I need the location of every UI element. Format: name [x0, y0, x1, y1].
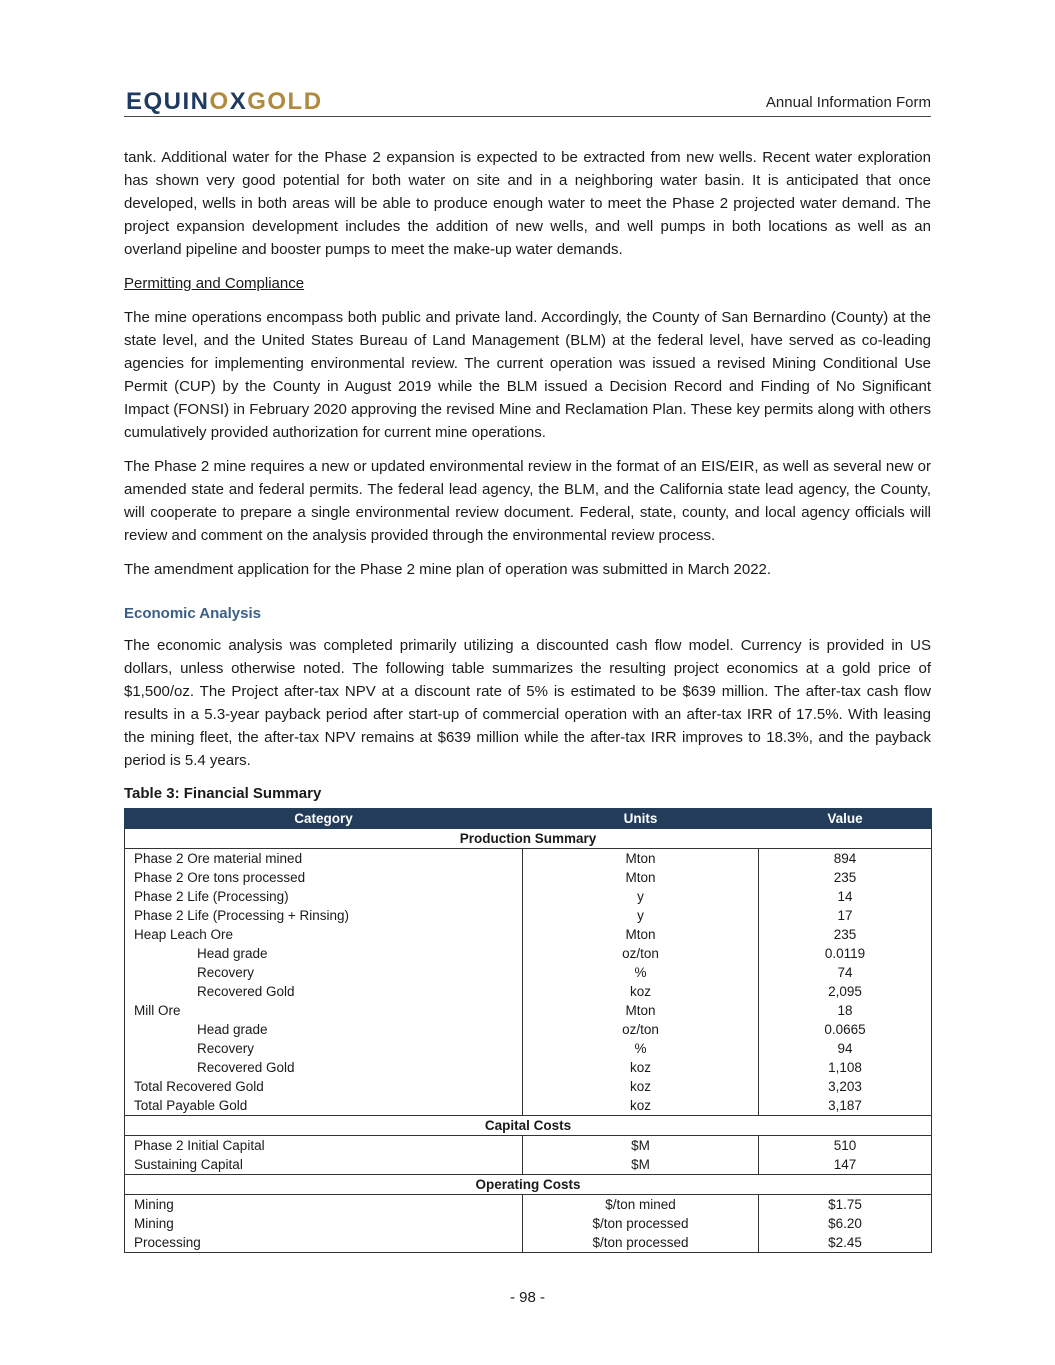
table-row	[125, 1195, 932, 1215]
table-group-label: Operating Costs	[125, 1175, 932, 1195]
table-cell-category: Phase 2 Ore tons processed	[125, 868, 523, 887]
table-cell-units: koz	[523, 982, 759, 1001]
table-cell-category: Head grade	[125, 944, 523, 963]
table-cell-units: oz/ton	[523, 944, 759, 963]
table-row	[125, 1136, 932, 1156]
table-cell-category: Heap Leach Ore	[125, 925, 523, 944]
paragraph-permitting-2: The Phase 2 mine requires a new or updated environmental review in the format of an EIS/EIR, as well as several new or amended state and federal permits. The federal lead agency, the BLM, and the California state lead agency, the County, will cooperate to prepare a single environmental review document. Federal, state, county, and local agency officials will review and comment on the analysis provided through the environmental review process.	[124, 458, 931, 544]
table-cell-category: Recovered Gold	[125, 982, 523, 1001]
paragraph-economic-1: The economic analysis was completed primarily utilizing a discounted cash flow model. Currency is provided in US dollars, unless otherwise noted. The following table summarizes the resulting project economics at a gold price of $1,500/oz. The Project after-tax NPV at a discount rate of 5% is estimated to be $639 million. The after-tax cash flow results in a 5.3-year payback period after start-up of commercial operation with an after-tax IRR of 17.5%. With leasing the mining fleet, the after-tax NPV remains at $639 million while the after-tax IRR improves to 18.3%, and the payback period is 5.4 years.	[124, 637, 931, 769]
table-cell-value: 235	[759, 925, 932, 944]
logo-text-x: X	[229, 88, 248, 115]
table-cell-category: Recovery	[125, 963, 523, 982]
table-cell-value: 3,203	[759, 1077, 932, 1096]
table-cell-category: Phase 2 Life (Processing + Rinsing)	[125, 906, 523, 925]
table-cell-category: Total Recovered Gold	[125, 1077, 523, 1096]
table-cell-value: 894	[759, 849, 932, 869]
table-cell-value: 74	[759, 963, 932, 982]
column-header-units: Units	[523, 809, 759, 829]
table-cell-value: 18	[759, 1001, 932, 1020]
table-group-row	[125, 829, 932, 849]
table-row	[125, 1155, 932, 1175]
table-row	[125, 982, 932, 1001]
table-cell-value: $6.20	[759, 1214, 932, 1233]
table-cell-units: $/ton mined	[523, 1195, 759, 1215]
table-cell-units: %	[523, 963, 759, 982]
table-row	[125, 1214, 932, 1233]
paragraph-water: tank. Additional water for the Phase 2 expansion is expected to be extracted from new wells. Recent water exploration has shown very good potential for both water on site and in a neighboring water basin. It is anticipated that once developed, wells in both areas will be able to produce enough water to meet the Phase 2 projected water demand. The project expansion development includes the addition of new wells, and well pumps in both locations as well as an overland pipeline and booster pumps to meet the make-up water demands.	[124, 149, 931, 258]
table-cell-units: $/ton processed	[523, 1233, 759, 1253]
table-cell-category: Mining	[125, 1195, 523, 1215]
table-cell-units: $/ton processed	[523, 1214, 759, 1233]
table-group-label: Production Summary	[125, 829, 932, 849]
table-cell-category: Sustaining Capital	[125, 1155, 523, 1175]
table-cell-units: %	[523, 1039, 759, 1058]
table-cell-units: oz/ton	[523, 1020, 759, 1039]
economic-analysis-heading: Economic Analysis	[124, 605, 261, 622]
table-cell-units: Mton	[523, 868, 759, 887]
table-cell-value: 2,095	[759, 982, 932, 1001]
column-header-category: Category	[125, 809, 523, 829]
table-cell-value: 94	[759, 1039, 932, 1058]
financial-summary-table	[124, 808, 932, 1253]
table-cell-category: Total Payable Gold	[125, 1096, 523, 1116]
table-row	[125, 1020, 932, 1039]
table-header-row	[125, 809, 932, 829]
table-cell-category: Mining	[125, 1214, 523, 1233]
table-cell-units: koz	[523, 1058, 759, 1077]
table-cell-category: Head grade	[125, 1020, 523, 1039]
table-cell-value: 147	[759, 1155, 932, 1175]
equinox-gold-logo	[126, 89, 323, 115]
table-row	[125, 906, 932, 925]
table-caption: Table 3: Financial Summary	[124, 785, 322, 802]
page-content	[124, 146, 931, 1253]
table-cell-category: Phase 2 Life (Processing)	[125, 887, 523, 906]
table-row	[125, 944, 932, 963]
table-row	[125, 1058, 932, 1077]
table-cell-value: 0.0119	[759, 944, 932, 963]
table-cell-units: y	[523, 887, 759, 906]
table-group-label: Capital Costs	[125, 1116, 932, 1136]
table-row	[125, 887, 932, 906]
table-row	[125, 1096, 932, 1116]
table-cell-value: 0.0665	[759, 1020, 932, 1039]
logo-text-gold: GOLD	[247, 88, 323, 115]
page-header	[124, 88, 931, 117]
table-row	[125, 849, 932, 869]
table-cell-units: $M	[523, 1136, 759, 1156]
table-cell-units: y	[523, 906, 759, 925]
table-row	[125, 925, 932, 944]
table-cell-category: Recovery	[125, 1039, 523, 1058]
table-group-row	[125, 1175, 932, 1195]
table-cell-category: Processing	[125, 1233, 523, 1253]
permitting-heading: Permitting and Compliance	[124, 275, 305, 292]
table-cell-category: Phase 2 Initial Capital	[125, 1136, 523, 1156]
table-cell-category: Mill Ore	[125, 1001, 523, 1020]
table-cell-value: 235	[759, 868, 932, 887]
column-header-value: Value	[759, 809, 932, 829]
table-row	[125, 1077, 932, 1096]
logo-text-equin: EQUIN	[126, 88, 210, 115]
table-body	[125, 829, 932, 1253]
table-row	[125, 1001, 932, 1020]
table-cell-value: $1.75	[759, 1195, 932, 1215]
table-cell-value: 17	[759, 906, 932, 925]
page-number: - 98 -	[509, 1289, 545, 1306]
table-cell-value: 14	[759, 887, 932, 906]
table-cell-units: $M	[523, 1155, 759, 1175]
table-row	[125, 1039, 932, 1058]
table-row	[125, 1233, 932, 1253]
table-cell-value: 510	[759, 1136, 932, 1156]
table-cell-category: Phase 2 Ore material mined	[125, 849, 523, 869]
logo-text-o: O	[209, 88, 230, 115]
paragraph-permitting-1: The mine operations encompass both public and private land. Accordingly, the County of San Bernardino (County) at the state level, and the United States Bureau of Land Management (BLM) at the federal level, have served as co-leading agencies for implementing environmental review. The current operation was issued a revised Mining Conditional Use Permit (CUP) by the County in August 2019 while the BLM issued a Decision Record and Finding of No Significant Impact (FONSI) in February 2020 approving the revised Mine and Reclamation Plan. These key permits along with others cumulatively provided authorization for current mine operations.	[124, 309, 931, 441]
table-cell-value: $2.45	[759, 1233, 932, 1253]
table-cell-units: Mton	[523, 849, 759, 869]
paragraph-permitting-3: The amendment application for the Phase 2 mine plan of operation was submitted in March 2022.	[124, 561, 772, 578]
table-cell-units: Mton	[523, 925, 759, 944]
table-group-row	[125, 1116, 932, 1136]
table-cell-units: koz	[523, 1077, 759, 1096]
table-cell-value: 1,108	[759, 1058, 932, 1077]
table-cell-units: koz	[523, 1096, 759, 1116]
table-cell-value: 3,187	[759, 1096, 932, 1116]
table-cell-units: Mton	[523, 1001, 759, 1020]
table-row	[125, 868, 932, 887]
table-row	[125, 963, 932, 982]
table-cell-category: Recovered Gold	[125, 1058, 523, 1077]
document-title: Annual Information Form	[765, 94, 931, 111]
